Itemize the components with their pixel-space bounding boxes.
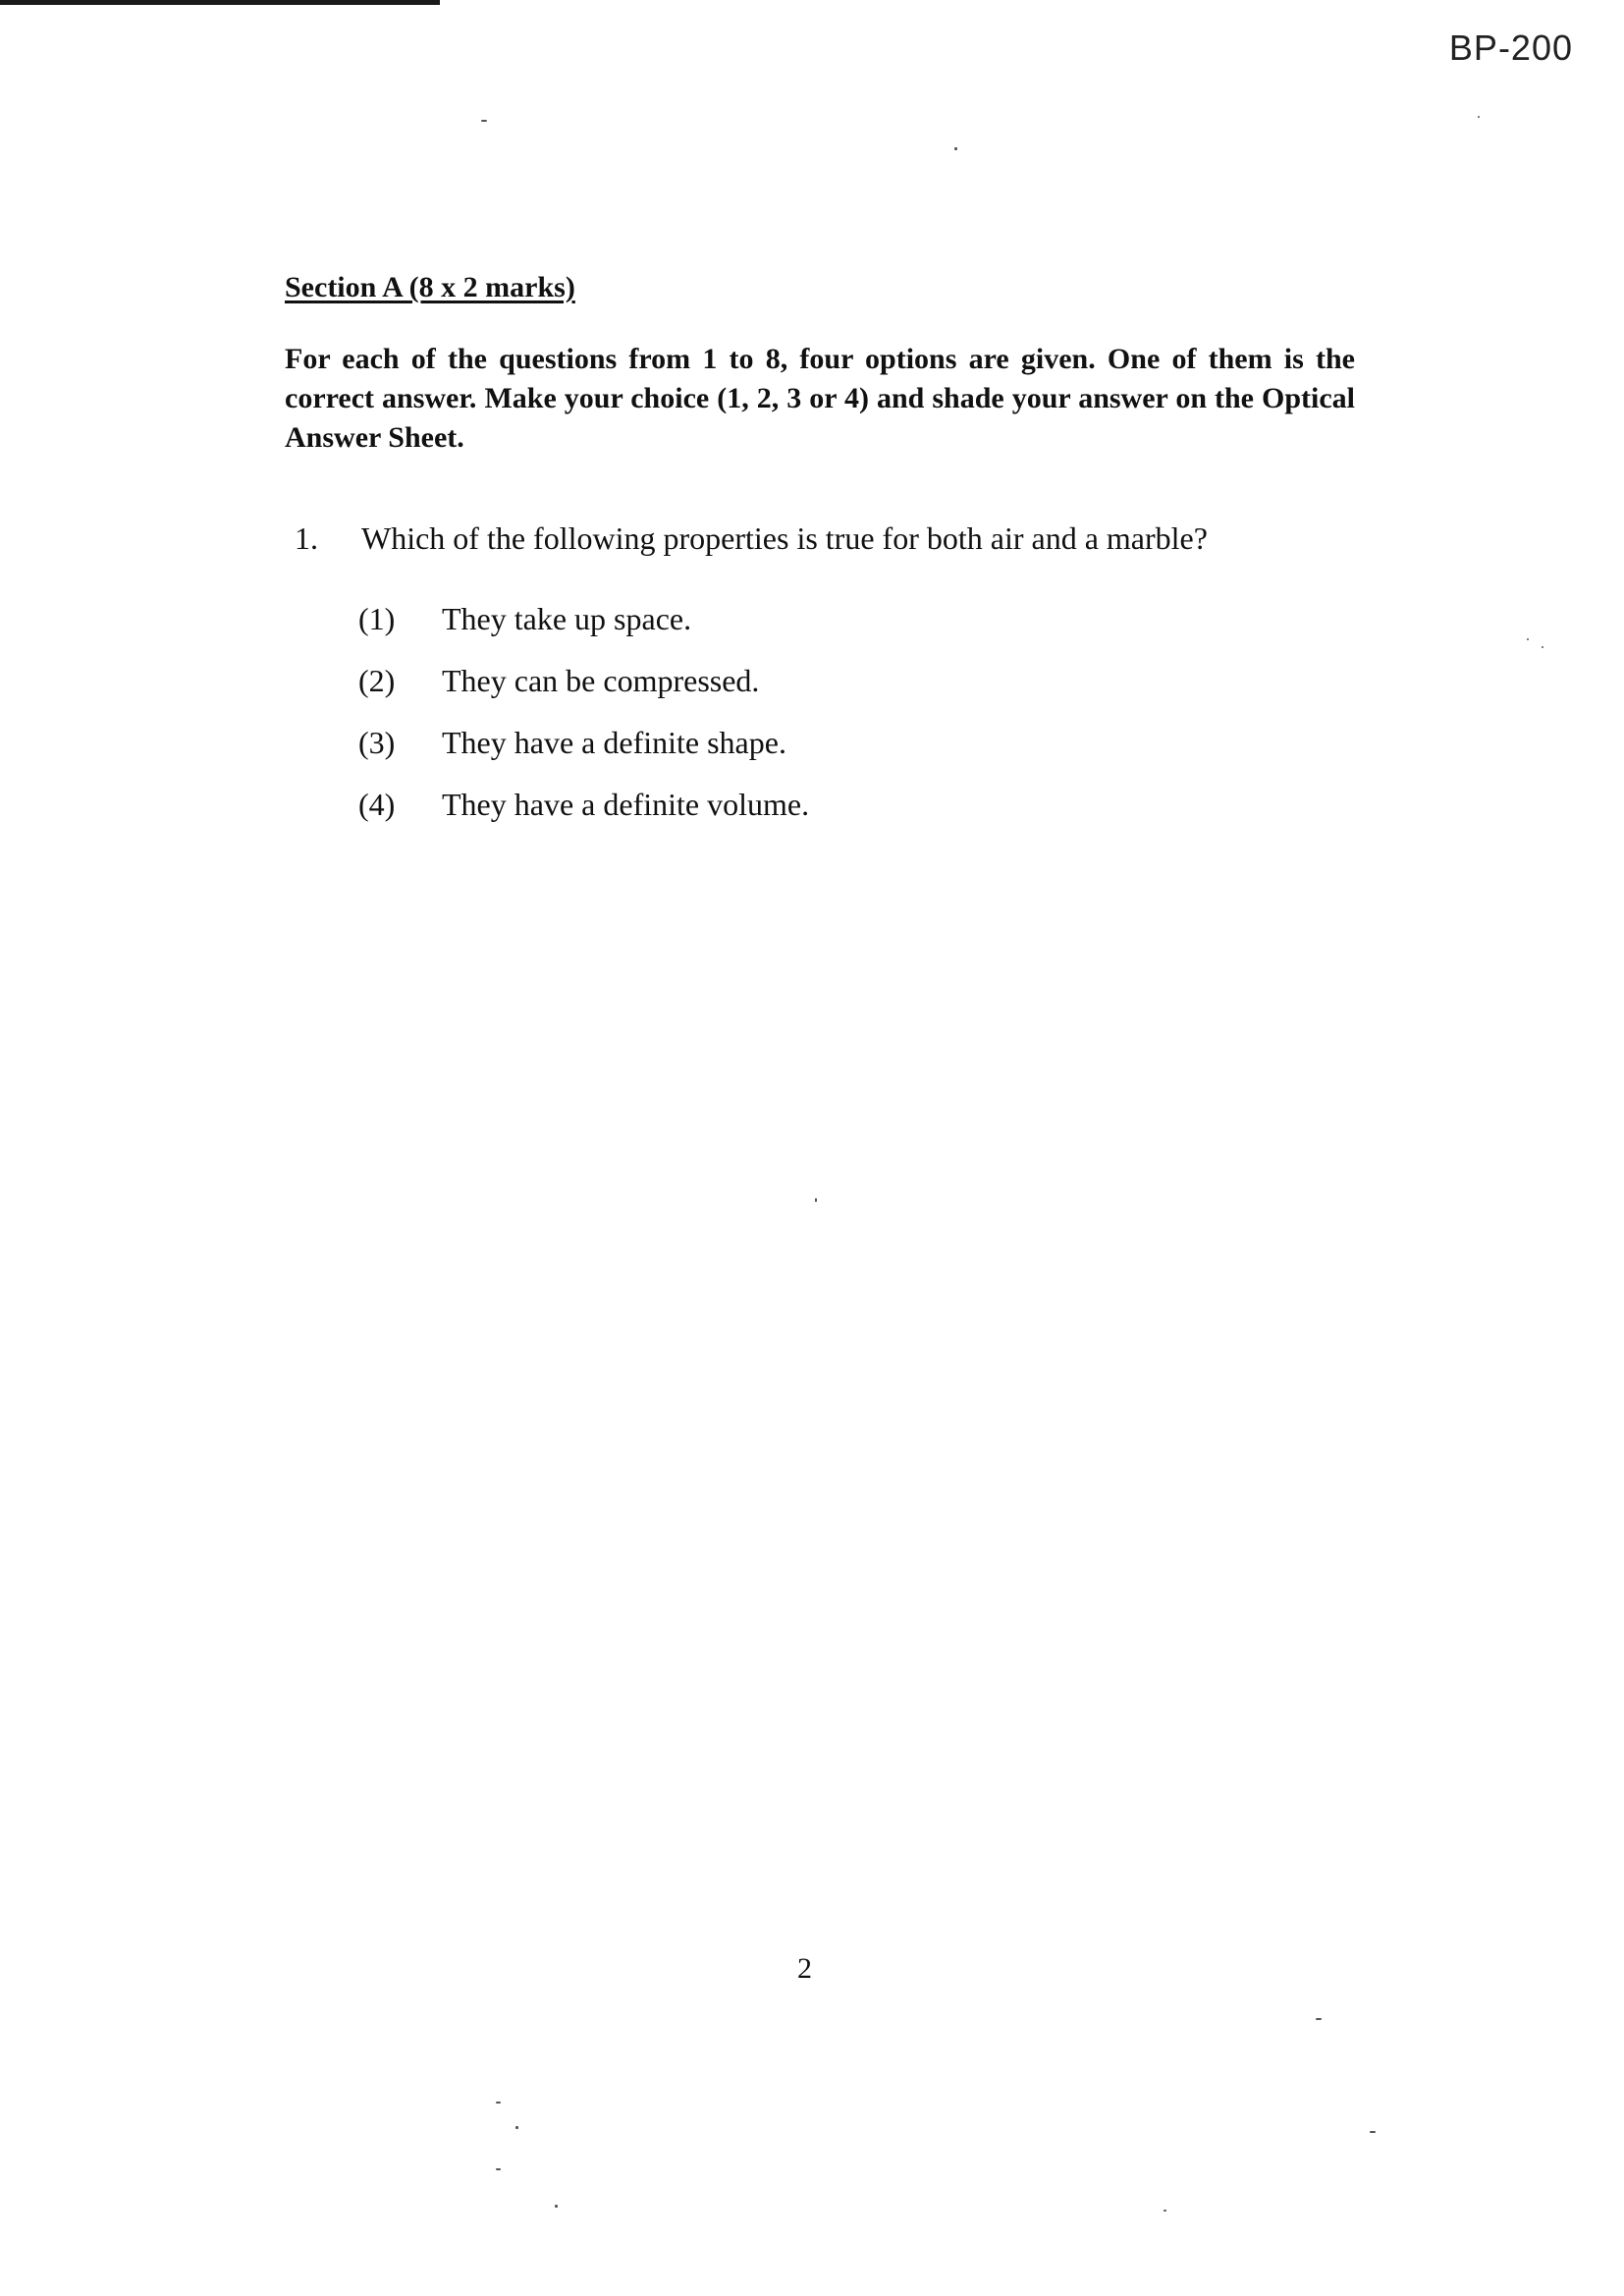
scan-speck [496,2102,501,2104]
scan-speck [481,120,487,122]
option-text: They have a definite shape. [442,725,786,760]
scan-speck [555,2205,558,2208]
scan-speck [1478,116,1480,118]
scan-speck [496,2168,501,2170]
scan-speck [515,2126,518,2129]
option-text: They take up space. [442,601,692,636]
option-label: (1) [358,601,396,636]
option-label: (4) [358,787,396,822]
page-number: 2 [797,1952,812,1985]
scan-speck [954,147,957,150]
option-text: They can be compressed. [442,663,760,698]
scan-speck [1542,646,1543,648]
top-rule [0,0,440,5]
option-label: (2) [358,663,396,698]
question-text: Which of the following properties is true for both air and a marble? [361,520,1208,556]
scan-speck [1370,2131,1376,2133]
option-label: (3) [358,725,396,760]
scan-speck [1316,2018,1322,2020]
scan-speck [1164,2210,1166,2212]
document-code: BP-200 [1448,27,1573,68]
question-number: 1. [295,520,318,556]
scan-speck [1527,638,1529,640]
section-title: Section A (8 x 2 marks) [285,271,575,303]
scan-speck [815,1198,817,1202]
option-text: They have a definite volume. [442,787,810,822]
section-instructions: For each of the questions from 1 to 8, four options are given. One of them is the correct answer. Make your choice (1, 2, 3 or 4) and shade your answer on the Optical Answer Sheet. [285,343,1355,454]
